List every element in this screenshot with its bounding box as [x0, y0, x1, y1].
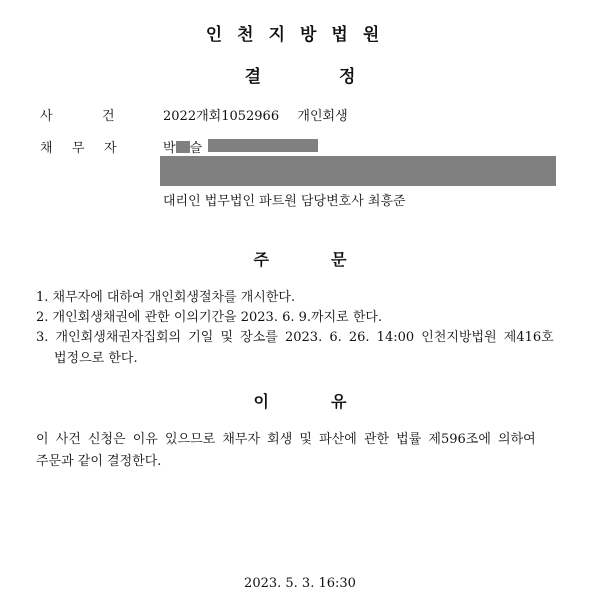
order-heading-second: 문 [331, 250, 347, 269]
document-title-first: 결 [244, 67, 261, 87]
reason-heading-first: 이 [253, 392, 269, 411]
order-item: 1. 채무자에 대하여 개인회생절차를 개시한다. [36, 290, 296, 305]
debtor-label-char-3: 자 [104, 141, 117, 156]
case-number [163, 105, 348, 124]
reason-text-line-2: 주문과 같이 결정한다. [36, 454, 162, 469]
reason-text-line-1: 이 사건 신청은 이유 있으므로 채무자 회생 및 파산에 관한 법률 제596조에 의하여 [36, 432, 536, 447]
debtor-name-last: 슬 [189, 141, 203, 156]
debtor-name-first: 박 [163, 141, 176, 156]
redaction-bar [208, 139, 318, 152]
address-redaction [160, 156, 556, 186]
document-title [0, 62, 600, 87]
issued-datetime: 2023. 5. 3. 16:30 [244, 576, 356, 591]
debtor-name [163, 137, 202, 156]
debtor-label-char-1: 채 [40, 141, 53, 156]
order-heading [0, 247, 600, 270]
order-item: 3. 개인회생채권자집회의 기일 및 장소를 2023. 6. 26. 14:00 인천지방법원 제416호 [36, 330, 554, 345]
case-type: 개인회생 [297, 109, 348, 124]
case-label-char-1: 사 [40, 109, 53, 124]
reason-heading [0, 389, 600, 412]
reason-heading-second: 유 [331, 392, 347, 411]
order-item: 2. 개인회생채권에 관한 이의기간을 2023. 6. 9.까지로 한다. [36, 310, 383, 325]
legal-agent: 대리인 법무법인 파트원 담당변호사 최흥준 [163, 194, 406, 209]
case-label [40, 105, 134, 124]
name-redaction [176, 141, 190, 153]
case-number-value: 2022개회1052966 [163, 109, 280, 124]
document-title-second: 정 [339, 67, 356, 87]
order-heading-first: 주 [253, 250, 269, 269]
order-item-continued: 법정으로 한다. [54, 351, 138, 366]
case-label-char-2: 건 [102, 109, 115, 124]
debtor-label [40, 137, 136, 156]
court-name: 인천지방법원 [205, 25, 395, 45]
debtor-label-char-2: 무 [72, 141, 85, 156]
